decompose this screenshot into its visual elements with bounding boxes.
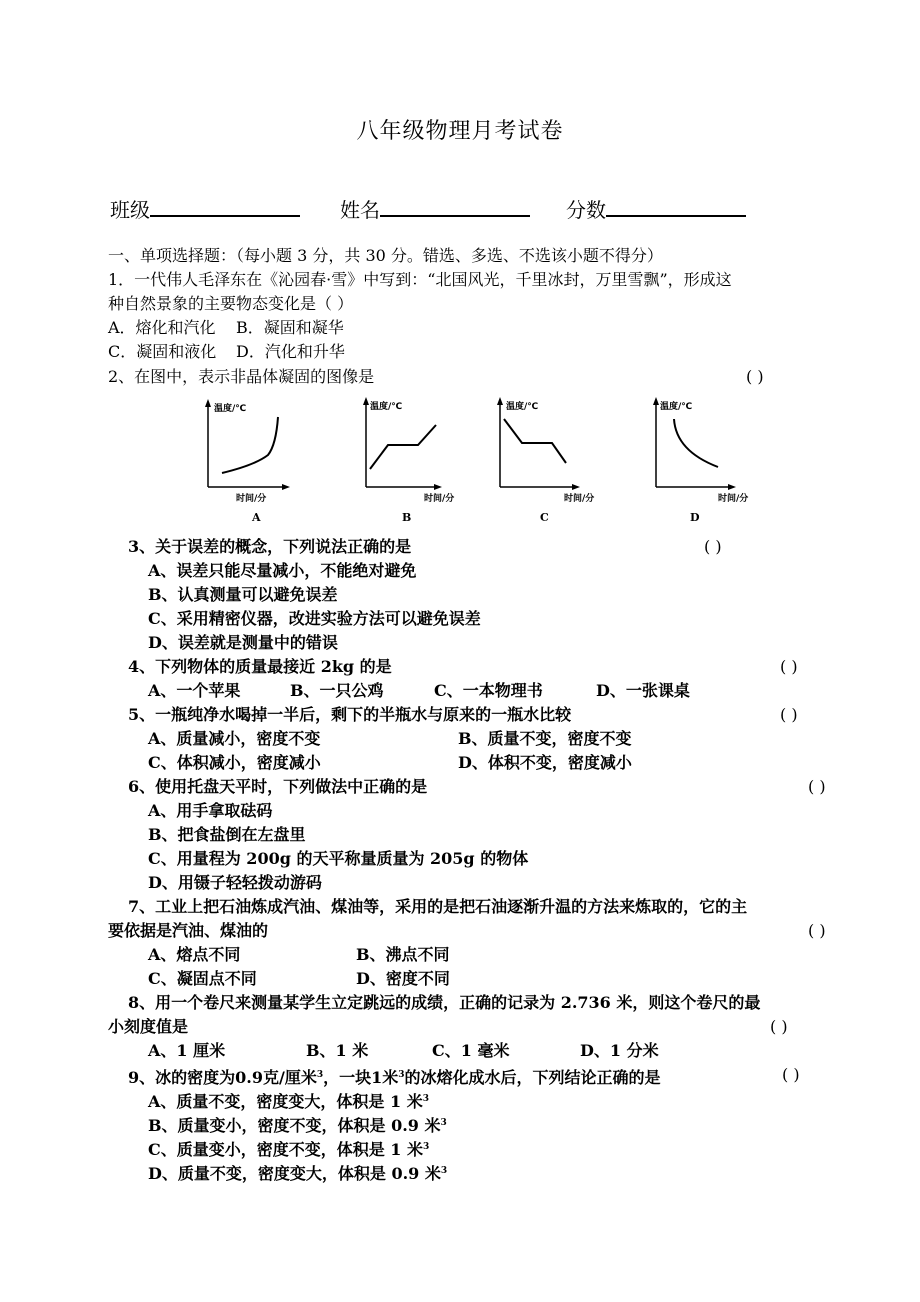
graph-d xyxy=(652,395,772,525)
q2-answer-paren[interactable]: ( ) xyxy=(746,367,764,386)
q2-stem: 2、在图中，表示非晶体凝固的图像是 xyxy=(108,367,375,386)
q9-sup-2: 3 xyxy=(398,1070,405,1080)
graph-b-label: B xyxy=(402,511,412,524)
q5-option-c: C、体积减小，密度减小 xyxy=(148,753,321,772)
svg-text:温度/℃: 温度/℃ xyxy=(214,404,247,414)
graph-d-label: D xyxy=(690,511,700,524)
q8-option-b: B、1 米 xyxy=(306,1041,369,1060)
q7-stem-line2: 要依据是汽油、煤油的 xyxy=(108,921,269,940)
graph-d-plot xyxy=(652,395,752,495)
page-title: 八年级物理月考试卷 xyxy=(356,119,564,144)
q6-option-d: D、用镊子轻轻拨动游码 xyxy=(148,873,322,892)
q6-answer-paren[interactable]: ( ) xyxy=(808,777,826,796)
q8-answer-paren[interactable]: ( ) xyxy=(770,1017,788,1036)
q9-stem-part2: ，一块1米 xyxy=(323,1068,399,1087)
q3-option-b: B、认真测量可以避免误差 xyxy=(148,585,338,604)
svg-text:温度/℃: 温度/℃ xyxy=(660,402,693,412)
q8-option-d: D、1 分米 xyxy=(580,1041,659,1060)
score-blank[interactable] xyxy=(606,197,746,217)
q1-option-a: A．熔化和汽化 xyxy=(108,318,216,337)
q5-option-a: A、质量减小，密度不变 xyxy=(148,729,321,748)
q4-answer-paren[interactable]: ( ) xyxy=(780,657,798,676)
q3-answer-paren[interactable]: ( ) xyxy=(704,537,722,556)
class-label: 班级 xyxy=(110,198,150,222)
q1-stem-line2: 种自然景象的主要物态变化是（ ） xyxy=(108,294,354,313)
q9-stem-part3: 的冰熔化成水后，下列结论正确的是 xyxy=(404,1068,661,1087)
q4-option-b: B、一只公鸡 xyxy=(290,681,384,700)
q7-option-d: D、密度不同 xyxy=(356,969,450,988)
score-field xyxy=(566,194,746,223)
q4-option-d: D、一张课桌 xyxy=(596,681,690,700)
svg-text:温度/℃: 温度/℃ xyxy=(370,402,403,412)
class-field xyxy=(110,194,300,223)
q9-stem xyxy=(128,1063,661,1090)
q9-option-b xyxy=(148,1111,447,1138)
q9-option-c-sup: 3 xyxy=(423,1142,430,1152)
q3-option-d: D、误差就是测量中的错误 xyxy=(148,633,338,652)
q9-option-a-text: A、质量不变，密度变大，体积是 1 米 xyxy=(148,1092,423,1111)
q9-sup-1: 3 xyxy=(316,1070,324,1080)
q5-stem: 5、一瓶纯净水喝掉一半后，剩下的半瓶水与原来的一瓶水比较 xyxy=(128,705,572,724)
name-field xyxy=(340,194,530,223)
q9-option-d-sup: 3 xyxy=(440,1166,448,1176)
q9-answer-paren[interactable]: ( ) xyxy=(782,1065,800,1084)
q5-option-b: B、质量不变，密度不变 xyxy=(458,729,632,748)
q9-option-b-text: B、质量变小，密度不变，体积是 0.9 米 xyxy=(148,1116,441,1135)
q5-option-d: D、体积不变，密度减小 xyxy=(458,753,632,772)
q9-option-d xyxy=(148,1159,447,1186)
graph-a-xlabel: 时间/分 xyxy=(236,494,267,504)
q9-option-a xyxy=(148,1087,429,1114)
q8-stem-line2: 小刻度值是 xyxy=(108,1017,189,1036)
graph-d-xlabel: 时间/分 xyxy=(718,494,749,504)
q7-option-c: C、凝固点不同 xyxy=(148,969,257,988)
q4-option-c: C、一本物理书 xyxy=(434,681,543,700)
q9-option-c-text: C、质量变小，密度不变，体积是 1 米 xyxy=(148,1140,424,1159)
q7-stem-line1: 7、工业上把石油炼成汽油、煤油等，采用的是把石油逐渐升温的方法来炼取的，它的主 xyxy=(128,897,748,916)
graph-a-label: A xyxy=(252,511,261,524)
q9-option-c xyxy=(148,1135,429,1162)
graph-a-plot xyxy=(200,395,290,495)
q4-option-a: A、一个苹果 xyxy=(148,681,241,700)
q5-answer-paren[interactable]: ( ) xyxy=(780,705,798,724)
q3-option-c: C、采用精密仪器，改进实验方法可以避免误差 xyxy=(148,609,481,628)
q9-option-b-sup: 3 xyxy=(440,1118,447,1128)
q1-option-b: B．凝固和凝华 xyxy=(236,318,344,337)
q3-option-a: A、误差只能尽量减小，不能绝对避免 xyxy=(148,561,417,580)
graph-b xyxy=(362,395,462,525)
q6-stem: 6、使用托盘天平时，下列做法中正确的是 xyxy=(128,777,428,796)
graph-b-xlabel: 时间/分 xyxy=(424,494,455,504)
q8-stem-line1: 8、用一个卷尺来测量某学生立定跳远的成绩，正确的记录为 2.736 米，则这个卷尺的最 xyxy=(128,993,761,1012)
graph-c-xlabel: 时间/分 xyxy=(564,494,595,504)
q4-stem: 4、下列物体的质量最接近 2kg 的是 xyxy=(128,657,392,676)
q1-option-d: D．汽化和升华 xyxy=(236,342,345,361)
q1-option-c: C．凝固和液化 xyxy=(108,342,217,361)
q8-option-c: C、1 毫米 xyxy=(432,1041,510,1060)
graph-c-label: C xyxy=(540,511,549,524)
q7-option-b: B、沸点不同 xyxy=(356,945,450,964)
q1-stem-line1: 1．一代伟人毛泽东在《沁园春·雪》中写到：“北国风光，千里冰封，万里雪飘”，形成这 xyxy=(108,270,732,289)
q6-option-b: B、把食盐倒在左盘里 xyxy=(148,825,306,844)
graph-a xyxy=(200,395,290,525)
q9-option-d-text: D、质量不变，密度变大，体积是 0.9 米 xyxy=(148,1164,441,1183)
score-label: 分数 xyxy=(566,198,606,222)
q7-option-a: A、熔点不同 xyxy=(148,945,241,964)
graph-b-plot xyxy=(362,395,462,495)
name-blank[interactable] xyxy=(380,197,530,217)
q9-option-a-sup: 3 xyxy=(422,1094,429,1104)
section-heading: 一、单项选择题：（每小题 3 分，共 30 分。错选、多选、不选该小题不得分） xyxy=(108,246,663,265)
q6-option-c: C、用量程为 200g 的天平称量质量为 205g 的物体 xyxy=(148,849,529,868)
q6-option-a: A、用手拿取砝码 xyxy=(148,801,273,820)
q3-stem: 3、关于误差的概念，下列说法正确的是 xyxy=(128,537,412,556)
q9-stem-part1: 9、冰的密度为0.9克/厘米 xyxy=(128,1068,317,1087)
graph-c-plot xyxy=(496,395,596,495)
graph-c xyxy=(496,395,606,525)
name-label: 姓名 xyxy=(340,198,380,222)
q7-answer-paren[interactable]: ( ) xyxy=(808,921,826,940)
class-blank[interactable] xyxy=(150,197,300,217)
q8-option-a: A、1 厘米 xyxy=(148,1041,226,1060)
svg-text:温度/℃: 温度/℃ xyxy=(506,402,539,412)
